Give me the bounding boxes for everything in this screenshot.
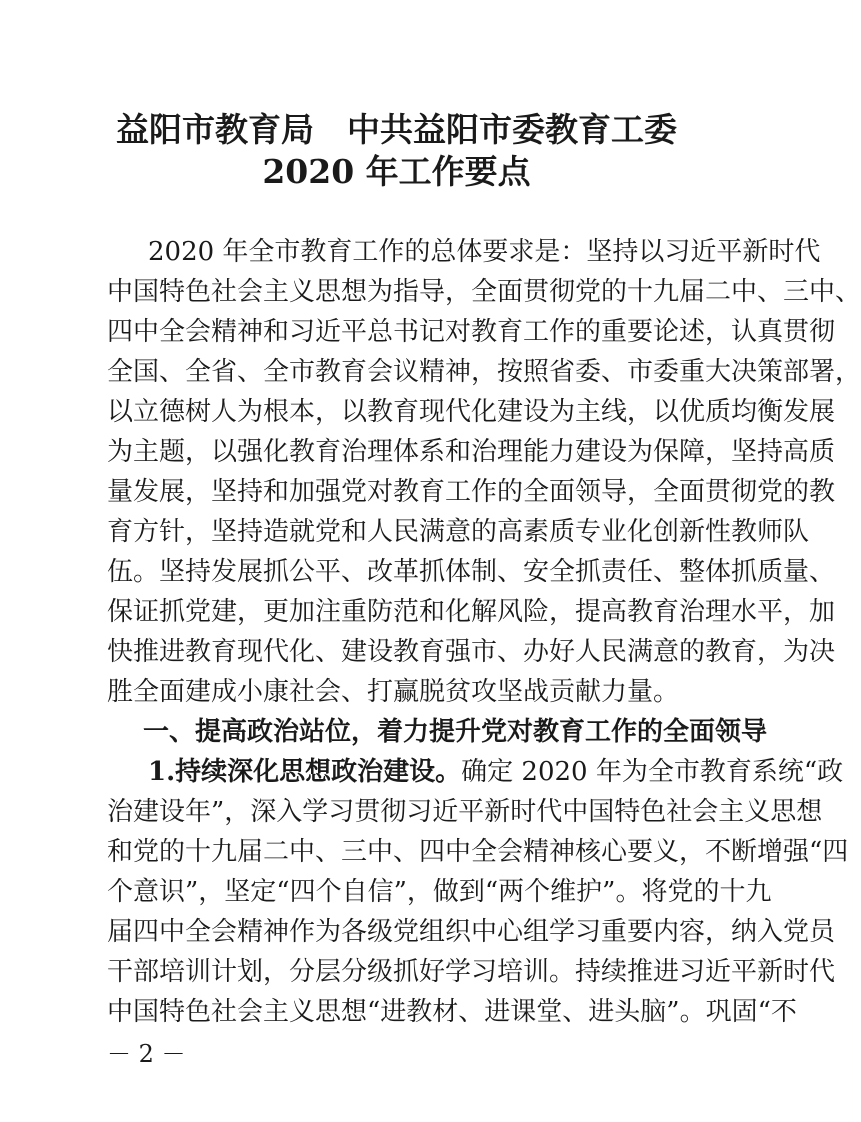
text-line: 干部培训计划，分层分级抓好学习培训。持续推进习近平新时代 (107, 957, 836, 987)
document-body (107, 232, 861, 1032)
text-line: 快推进教育现代化、建设教育强市、办好人民满意的教育，为决 (107, 637, 836, 667)
intro-paragraph (107, 232, 861, 712)
text-line: 中国特色社会主义思想“进教材、进课堂、进头脑”。巩固“不 (107, 997, 797, 1027)
item-text: 确定 2020 年为全市教育系统“政 (461, 757, 844, 787)
text-line: 量发展，坚持和加强党对教育工作的全面领导，全面贯彻党的教 (107, 477, 836, 507)
text-line: 届四中全会精神作为各级党组织中心组学习重要内容，纳入党员 (107, 917, 836, 947)
document-title-line1: 益阳市教育局 中共益阳市委教育工委 (116, 110, 677, 149)
text-line (107, 752, 844, 792)
text-line: 为主题，以强化教育治理体系和治理能力建设为保障，坚持高质 (107, 437, 836, 467)
document-title-line2: 2020 年工作要点 (262, 152, 531, 191)
text-line: 全国、全省、全市教育会议精神，按照省委、市委重大决策部署， (107, 357, 861, 387)
text-line: 以立德树人为根本，以教育现代化建设为主线，以优质均衡发展 (107, 397, 836, 427)
text-line: 个意识”，坚定“四个自信”，做到“两个维护”。将党的十九 (107, 877, 772, 907)
text-line: 伍。坚持发展抓公平、改革抓体制、安全抓责任、整体抓质量、 (107, 557, 836, 587)
text-line: 和党的十九届二中、三中、四中全会精神核心要义，不断增强“四 (107, 837, 849, 867)
page-number: － 2 － (107, 1040, 186, 1068)
text-line: 育方针，坚持造就党和人民满意的高素质专业化创新性教师队 (107, 517, 810, 547)
item-title: 1.持续深化思想政治建设。 (148, 757, 462, 787)
item-paragraph (107, 752, 849, 1032)
text-line: 胜全面建成小康社会、打赢脱贫攻坚战贡献力量。 (107, 677, 680, 707)
text-line: 2020 年全市教育工作的总体要求是：坚持以习近平新时代 (148, 237, 821, 267)
text-line: 治建设年”，深入学习贯彻习近平新时代中国特色社会主义思想 (107, 797, 823, 827)
section-heading: 一、提高政治站位，着力提升党对教育工作的全面领导 (143, 717, 768, 747)
text-line: 四中全会精神和习近平总书记对教育工作的重要论述，认真贯彻 (107, 317, 836, 347)
text-line: 保证抓党建，更加注重防范和化解风险，提高教育治理水平，加 (107, 597, 836, 627)
text-line: 中国特色社会主义思想为指导，全面贯彻党的十九届二中、三中、 (107, 277, 861, 307)
